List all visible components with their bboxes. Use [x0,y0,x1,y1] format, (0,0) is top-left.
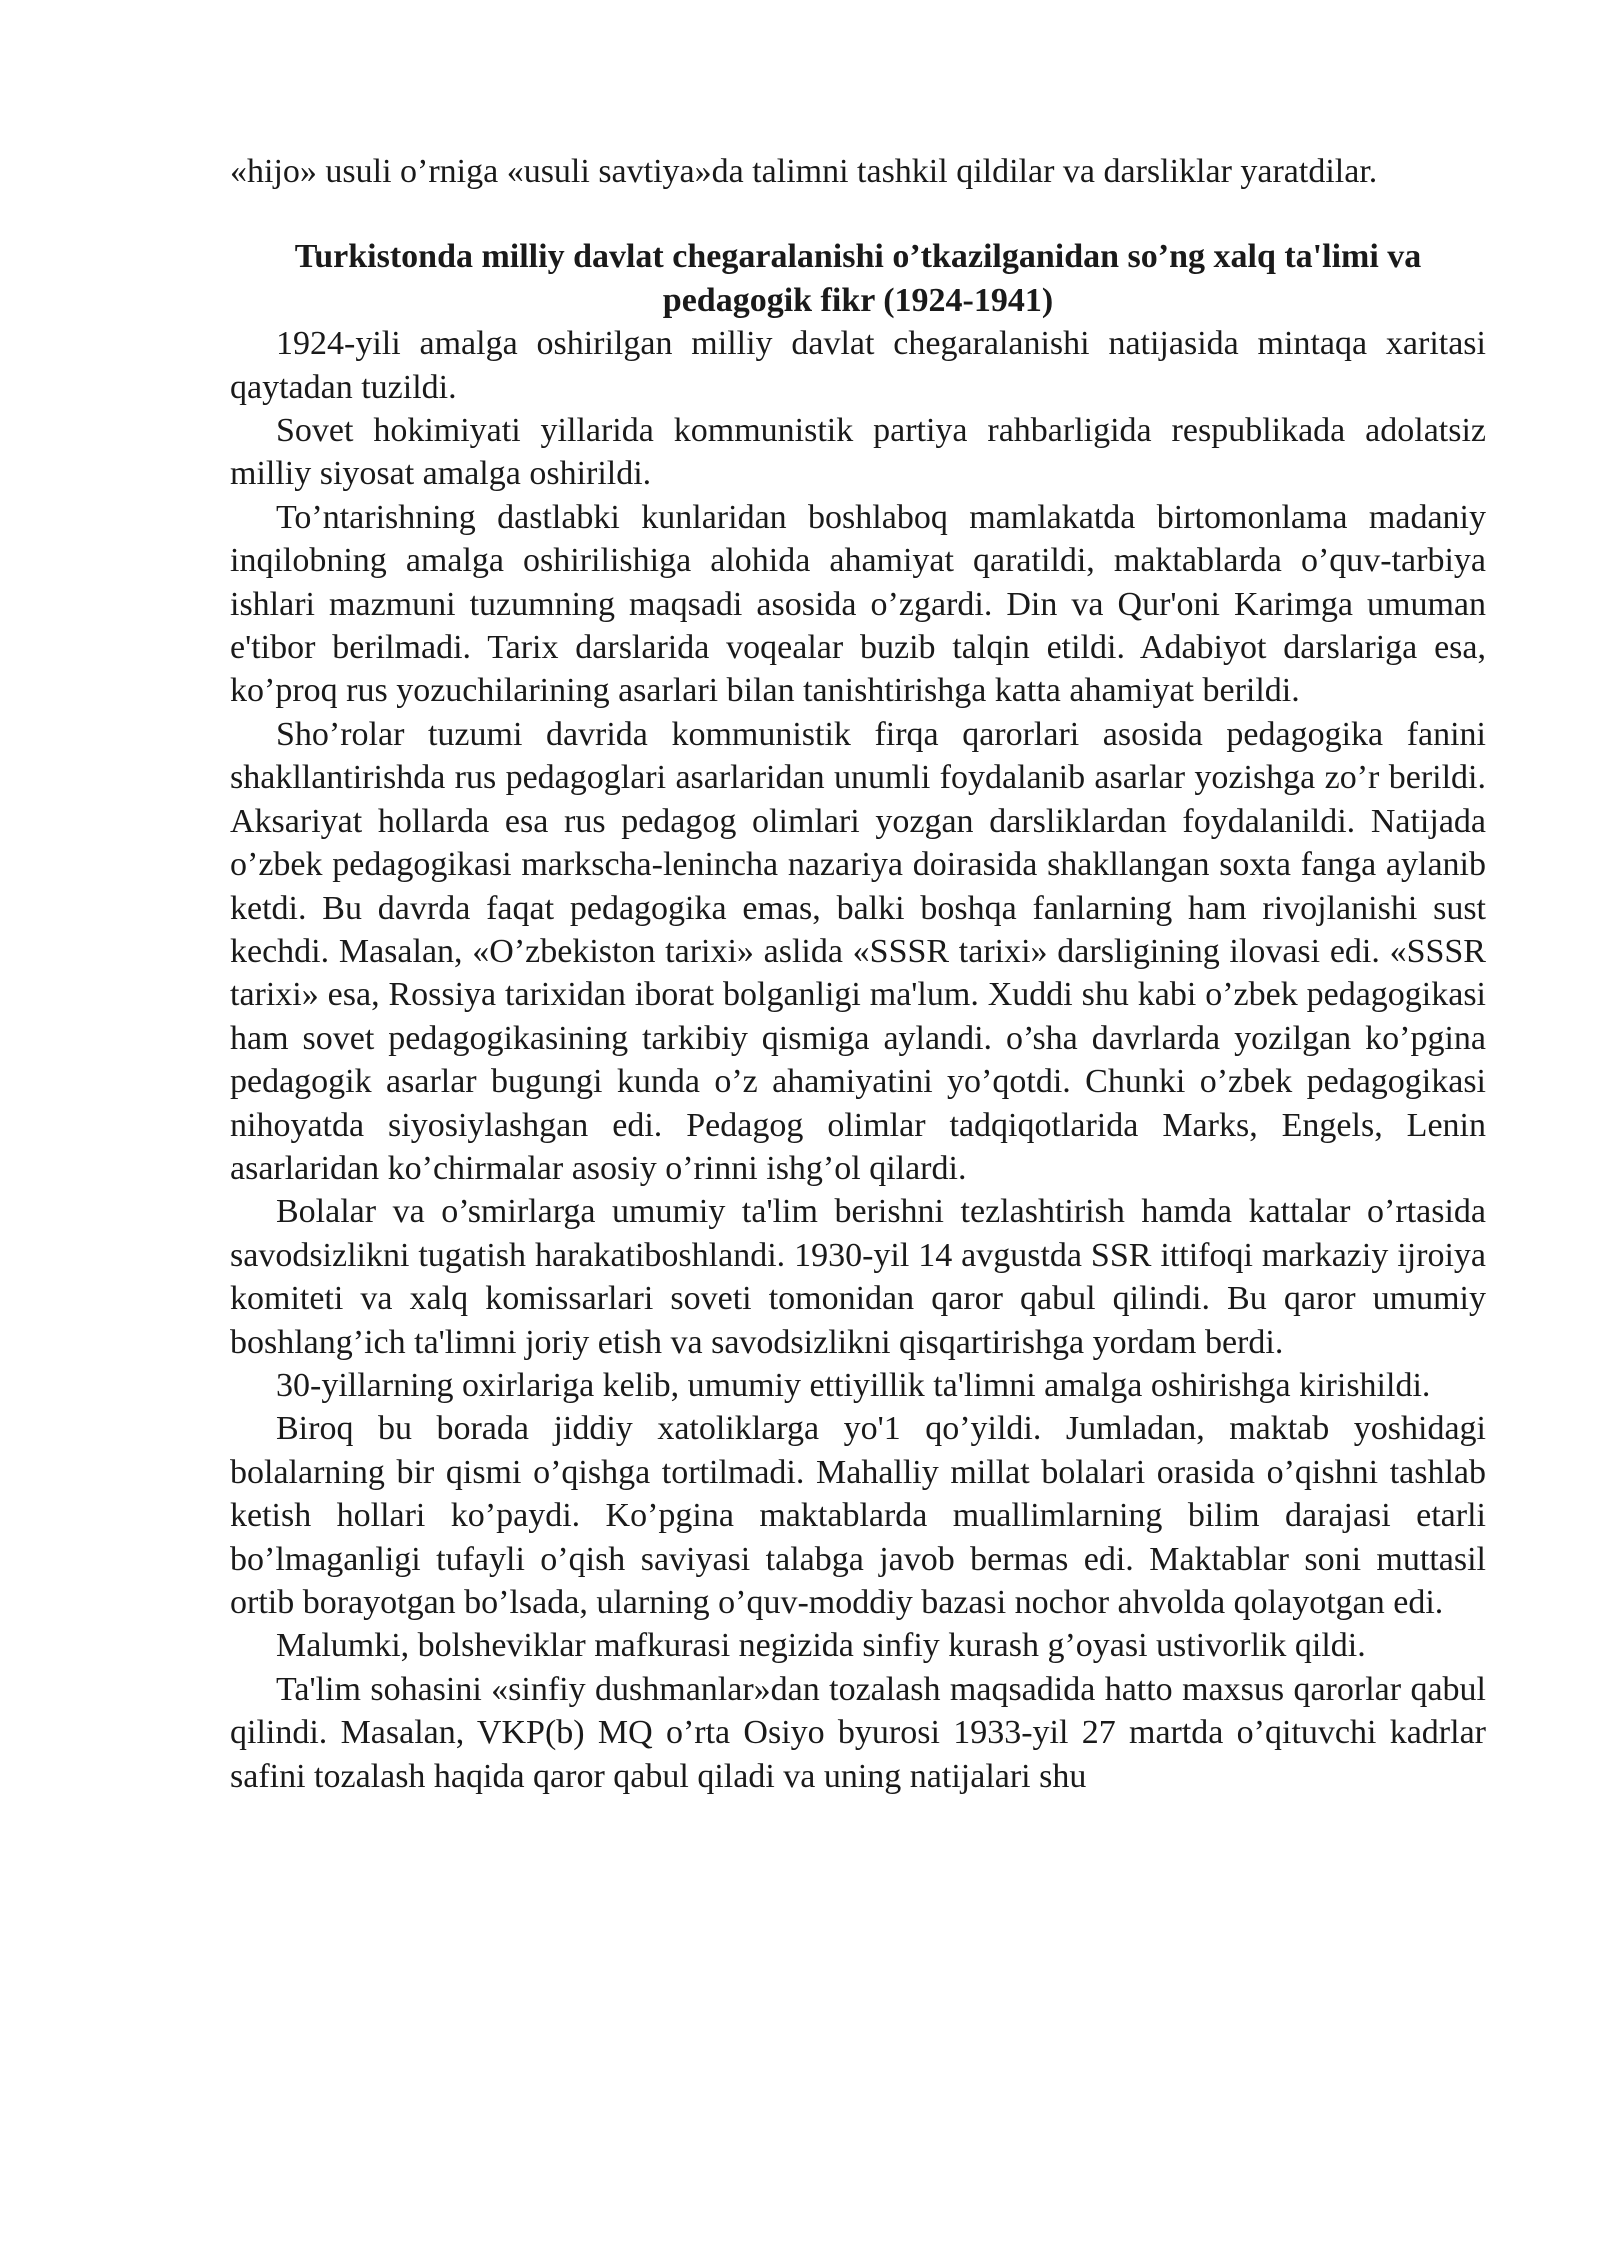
section-heading: Turkistonda milliy davlat chegaralanishi o’tkazilganidan so’ng xalq ta'limi va pedagogik fikr (1924-1941) [294,238,1422,319]
body-paragraph-9: Ta'lim sohasini «sinfiy dushmanlar»dan tozalash maqsadida hatto maxsus qarorlar qabul qilindi. Masalan, VKP(b) MQ o’rta Osiyo byurosi 1933-yil 27 martda o’qituvchi kadrlar safini tozalash haqida qaror qabul qiladi va uning natijalari shu [230,1670,1486,1795]
body-paragraph-3: To’ntarishning dastlabki kunlaridan boshlaboq mamlakatda birtomonlama madaniy inqilobning amalga oshirilishiga alohida ahamiyat qaratildi, maktablarda o’quv-tarbiya ishlari mazmuni tuzumning maqsadi asosida o’zgardi. Din va Qur'oni Karimga umuman e'tibor berilmadi. Tarix darslarida voqealar buzib talqin etildi. Adabiyot darslariga esa, ko’proq rus yozuchilarining asarlari bilan tanishtirishga katta ahamiyat berildi. [230,498,1486,710]
body-paragraph-8: Malumki, bolsheviklar mafkurasi negizida sinfiy kurash g’oyasi ustivorlik qildi. [276,1627,1366,1665]
body-paragraph-1: 1924-yili amalga oshirilgan milliy davlat chegaralanishi natijasida mintaqa xaritasi qaytadan tuzildi. [230,325,1486,406]
body-paragraph-2: Sovet hokimiyati yillarida kommunistik partiya rahbarligida respublikada adolatsiz milliy siyosat amalga oshirildi. [230,412,1486,493]
body-paragraph-5: Bolalar va o’smirlarga umumiy ta'lim berishni tezlashtirish hamda kattalar o’rtasida savodsizlikni tugatish harakatiboshlandi. 1930-yil 14 avgustda SSR ittifoqi markaziy ijroiya komiteti va xalq komissarlari soveti tomonidan qaror qabul qilindi. Bu qaror umumiy boshlang’ich ta'limni joriy etish va savodsizlikni qisqartirishga yordam berdi. [230,1193,1486,1361]
body-paragraph-4: Sho’rolar tuzumi davrida kommunistik firqa qarorlari asosida pedagogika fanini shakllantirishda rus pedagoglari asarlaridan unumli foydalanib asarlar yozishga zo’r berildi. Aksariyat hollarda esa rus pedagog olimlari yozgan darsliklardan foydalanildi. Natijada o’zbek pedagogikasi markscha-lenincha nazariya doirasida shakllangan soxta fanga aylanib ketdi. Bu davrda faqat pedagogika emas, balki boshqa fanlarning ham rivojlanishi sust kechdi. Masalan, «O’zbekiston tarixi» aslida «SSSR tarixi» darsligining ilovasi edi. «SSSR tarixi» esa, Rossiya tarixidan iborat bolganligi ma'lum. Xuddi shu kabi o’zbek pedagogikasi ham sovet pedagogikasining tarkibiy qismiga aylandi. o’sha davrlarda yozilgan ko’pgina pedagogik asarlar bugungi kunda o’z ahamiyatini yo’qotdi. Chunki o’zbek pedagogikasi nihoyatda siyosiylashgan edi. Pedagog olimlar tadqiqotlarida Marks, Engels, Lenin asarlaridan ko’chirmalar asosiy o’rinni ishg’ol qilardi. [230,715,1486,1187]
document-page [230,150,1486,1798]
intro-paragraph: «hijo» usuli o’rniga «usuli savtiya»da talimni tashkil qildilar va darsliklar yaratdilar. [230,153,1378,190]
body-paragraph-6: 30-yillarning oxirlariga kelib, umumiy ettiyillik ta'limni amalga oshirishga kirishildi. [276,1366,1431,1404]
body-paragraph-7: Biroq bu borada jiddiy xatoliklarga yo'1 qo’yildi. Jumladan, maktab yoshidagi bolalarning bir qismi o’qishga tortilmadi. Mahalliy millat bolalari orasida o’qishni tashlab ketish hollari ko’paydi. Ko’pgina maktablarda muallimlarning bilim darajasi etarli bo’lmaganligi tufayli o’qish saviyasi talabga javob bermas edi. Maktablar soni muttasil ortib borayotgan bo’lsada, ularning o’quv-moddiy bazasi nochor ahvolda qolayotgan edi. [230,1410,1486,1621]
